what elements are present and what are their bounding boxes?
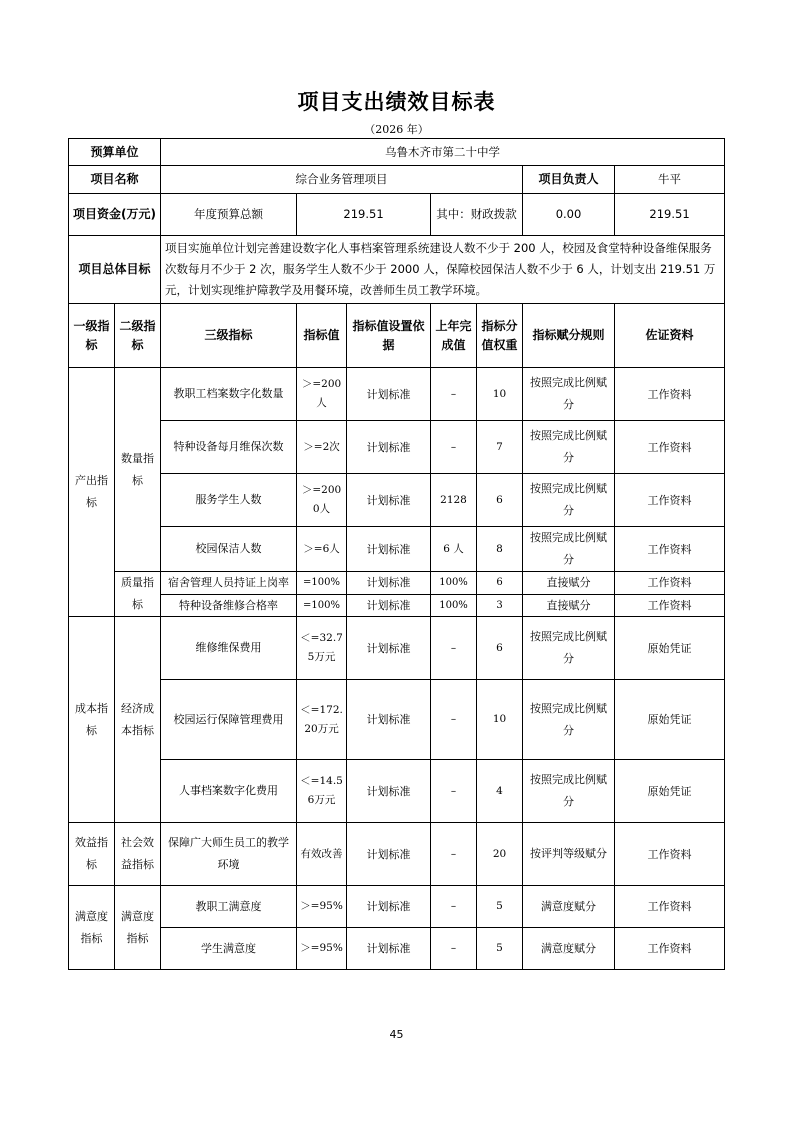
indicator-weight: 6 bbox=[477, 572, 523, 595]
indicator-weight: 7 bbox=[477, 421, 523, 474]
indicator-weight: 4 bbox=[477, 760, 523, 823]
table-row bbox=[69, 680, 725, 760]
col-level1: 一级指标 bbox=[69, 304, 115, 368]
col-evidence: 佐证资料 bbox=[615, 304, 725, 368]
col-last-year: 上年完成值 bbox=[431, 304, 477, 368]
level2-indicator: 社会效益指标 bbox=[115, 823, 161, 886]
indicator-name: 特种设备每月维保次数 bbox=[161, 421, 297, 474]
col-level2: 二级指标 bbox=[115, 304, 161, 368]
table-row bbox=[69, 928, 725, 970]
indicator-last-year: – bbox=[431, 928, 477, 970]
indicator-rule: 满意度赋分 bbox=[523, 886, 615, 928]
goal-label: 项目总体目标 bbox=[69, 236, 161, 304]
indicator-rule: 按照完成比例赋分 bbox=[523, 421, 615, 474]
indicator-evidence: 工作资料 bbox=[615, 527, 725, 572]
indicator-last-year: 2128 bbox=[431, 474, 477, 527]
indicator-evidence: 工作资料 bbox=[615, 368, 725, 421]
level2-indicator: 满意度指标 bbox=[115, 886, 161, 970]
indicator-last-year: – bbox=[431, 368, 477, 421]
level1-indicator: 效益指标 bbox=[69, 823, 115, 886]
level1-indicator: 满意度指标 bbox=[69, 886, 115, 970]
indicator-basis: 计划标准 bbox=[347, 886, 431, 928]
indicator-rule: 按照完成比例赋分 bbox=[523, 617, 615, 680]
table-row bbox=[69, 760, 725, 823]
table-row bbox=[69, 527, 725, 572]
table-row bbox=[69, 368, 725, 421]
indicator-weight: 3 bbox=[477, 594, 523, 617]
table-row bbox=[69, 421, 725, 474]
col-rule: 指标赋分规则 bbox=[523, 304, 615, 368]
indicator-basis: 计划标准 bbox=[347, 823, 431, 886]
indicator-evidence: 工作资料 bbox=[615, 474, 725, 527]
indicator-evidence: 原始凭证 bbox=[615, 680, 725, 760]
indicator-weight: 20 bbox=[477, 823, 523, 886]
indicator-evidence: 原始凭证 bbox=[615, 760, 725, 823]
indicator-evidence: 工作资料 bbox=[615, 594, 725, 617]
indicator-value: ＜=32.75万元 bbox=[297, 617, 347, 680]
indicator-last-year: – bbox=[431, 886, 477, 928]
indicator-rule: 按照完成比例赋分 bbox=[523, 527, 615, 572]
indicator-weight: 5 bbox=[477, 886, 523, 928]
indicator-name: 教职工满意度 bbox=[161, 886, 297, 928]
indicator-rule: 按照完成比例赋分 bbox=[523, 680, 615, 760]
indicator-value: ＞=2000人 bbox=[297, 474, 347, 527]
indicator-basis: 计划标准 bbox=[347, 572, 431, 595]
indicator-evidence: 工作资料 bbox=[615, 928, 725, 970]
indicator-name: 维修维保费用 bbox=[161, 617, 297, 680]
table-row bbox=[69, 474, 725, 527]
indicator-weight: 10 bbox=[477, 368, 523, 421]
budget-unit-value: 乌鲁木齐市第二十中学 bbox=[161, 139, 725, 166]
indicator-name: 保障广大师生员工的教学环境 bbox=[161, 823, 297, 886]
indicator-value: ＞=200人 bbox=[297, 368, 347, 421]
table-row bbox=[69, 617, 725, 680]
col-value: 指标值 bbox=[297, 304, 347, 368]
indicator-value: =100% bbox=[297, 572, 347, 595]
leader-value: 牛平 bbox=[615, 166, 725, 194]
indicator-rule: 满意度赋分 bbox=[523, 928, 615, 970]
level2-indicator: 质量指标 bbox=[115, 572, 161, 617]
indicator-value: =100% bbox=[297, 594, 347, 617]
indicator-value: 有效改善 bbox=[297, 823, 347, 886]
performance-table-full bbox=[68, 138, 725, 970]
project-name-label: 项目名称 bbox=[69, 166, 161, 194]
indicator-value: ＞=2次 bbox=[297, 421, 347, 474]
indicator-evidence: 原始凭证 bbox=[615, 617, 725, 680]
indicator-rule: 按照完成比例赋分 bbox=[523, 474, 615, 527]
indicator-basis: 计划标准 bbox=[347, 594, 431, 617]
col-level3: 三级指标 bbox=[161, 304, 297, 368]
indicator-basis: 计划标准 bbox=[347, 474, 431, 527]
budget-unit-label: 预算单位 bbox=[69, 139, 161, 166]
indicator-basis: 计划标准 bbox=[347, 928, 431, 970]
indicator-last-year: – bbox=[431, 760, 477, 823]
project-name-value: 综合业务管理项目 bbox=[161, 166, 523, 194]
indicator-basis: 计划标准 bbox=[347, 617, 431, 680]
col-basis: 指标值设置依据 bbox=[347, 304, 431, 368]
fund-label: 项目资金(万元) bbox=[69, 194, 161, 236]
fiscal-value: 0.00 bbox=[523, 194, 615, 236]
indicator-last-year: 100% bbox=[431, 594, 477, 617]
indicator-name: 服务学生人数 bbox=[161, 474, 297, 527]
fiscal-label: 其中：财政拨款 bbox=[431, 194, 523, 236]
indicator-name: 校园保洁人数 bbox=[161, 527, 297, 572]
indicator-weight: 6 bbox=[477, 474, 523, 527]
indicator-rule: 直接赋分 bbox=[523, 572, 615, 595]
indicator-name: 校园运行保障管理费用 bbox=[161, 680, 297, 760]
indicator-basis: 计划标准 bbox=[347, 760, 431, 823]
indicator-rows bbox=[69, 368, 725, 970]
indicator-evidence: 工作资料 bbox=[615, 886, 725, 928]
indicator-weight: 8 bbox=[477, 527, 523, 572]
level1-indicator: 产出指标 bbox=[69, 368, 115, 617]
table-row bbox=[69, 594, 725, 617]
indicator-last-year: – bbox=[431, 680, 477, 760]
indicator-last-year: 100% bbox=[431, 572, 477, 595]
level2-indicator: 经济成本指标 bbox=[115, 617, 161, 823]
annual-total-value: 219.51 bbox=[297, 194, 431, 236]
indicator-value: ＞=95% bbox=[297, 928, 347, 970]
indicator-value: ＞=95% bbox=[297, 886, 347, 928]
leader-label: 项目负责人 bbox=[523, 166, 615, 194]
page-title: 项目支出绩效目标表 bbox=[297, 90, 496, 114]
indicator-rule: 按照完成比例赋分 bbox=[523, 760, 615, 823]
indicator-name: 人事档案数字化费用 bbox=[161, 760, 297, 823]
indicator-evidence: 工作资料 bbox=[615, 572, 725, 595]
indicator-last-year: – bbox=[431, 421, 477, 474]
indicator-weight: 6 bbox=[477, 617, 523, 680]
indicator-value: ＞=6人 bbox=[297, 527, 347, 572]
indicator-basis: 计划标准 bbox=[347, 368, 431, 421]
indicator-last-year: – bbox=[431, 823, 477, 886]
indicator-weight: 5 bbox=[477, 928, 523, 970]
indicator-evidence: 工作资料 bbox=[615, 823, 725, 886]
year-label: （2026 年） bbox=[364, 123, 429, 136]
annual-total-label: 年度预算总额 bbox=[161, 194, 297, 236]
col-weight: 指标分值权重 bbox=[477, 304, 523, 368]
page-number: 45 bbox=[389, 1028, 404, 1041]
table-row bbox=[69, 886, 725, 928]
other-funds-value: 219.51 bbox=[615, 194, 725, 236]
indicator-rule: 按评判等级赋分 bbox=[523, 823, 615, 886]
indicator-name: 教职工档案数字化数量 bbox=[161, 368, 297, 421]
indicator-rule: 直接赋分 bbox=[523, 594, 615, 617]
indicator-name: 宿舍管理人员持证上岗率 bbox=[161, 572, 297, 595]
indicator-basis: 计划标准 bbox=[347, 680, 431, 760]
level1-indicator: 成本指标 bbox=[69, 617, 115, 823]
indicator-basis: 计划标准 bbox=[347, 421, 431, 474]
indicator-name: 特种设备维修合格率 bbox=[161, 594, 297, 617]
indicator-value: ＜=172.20万元 bbox=[297, 680, 347, 760]
level2-indicator: 数量指标 bbox=[115, 368, 161, 572]
indicator-rule: 按照完成比例赋分 bbox=[523, 368, 615, 421]
table-row bbox=[69, 572, 725, 595]
indicator-evidence: 工作资料 bbox=[615, 421, 725, 474]
table-row bbox=[69, 823, 725, 886]
indicator-last-year: 6 人 bbox=[431, 527, 477, 572]
indicator-name: 学生满意度 bbox=[161, 928, 297, 970]
indicator-value: ＜=14.56万元 bbox=[297, 760, 347, 823]
indicator-weight: 10 bbox=[477, 680, 523, 760]
indicator-last-year: – bbox=[431, 617, 477, 680]
indicator-basis: 计划标准 bbox=[347, 527, 431, 572]
goal-text: 项目实施单位计划完善建设数字化人事档案管理系统建设人数不少于 200 人，校园及食堂特种设备维保服务次数每月不少于 2 次，服务学生人数不少于 2000 人，保障校园保洁人数不少于 6 人，计划支出 219.51 万元，计划实现维护障教学及用餐环境，改善师生员工教学环境。 bbox=[161, 236, 725, 304]
